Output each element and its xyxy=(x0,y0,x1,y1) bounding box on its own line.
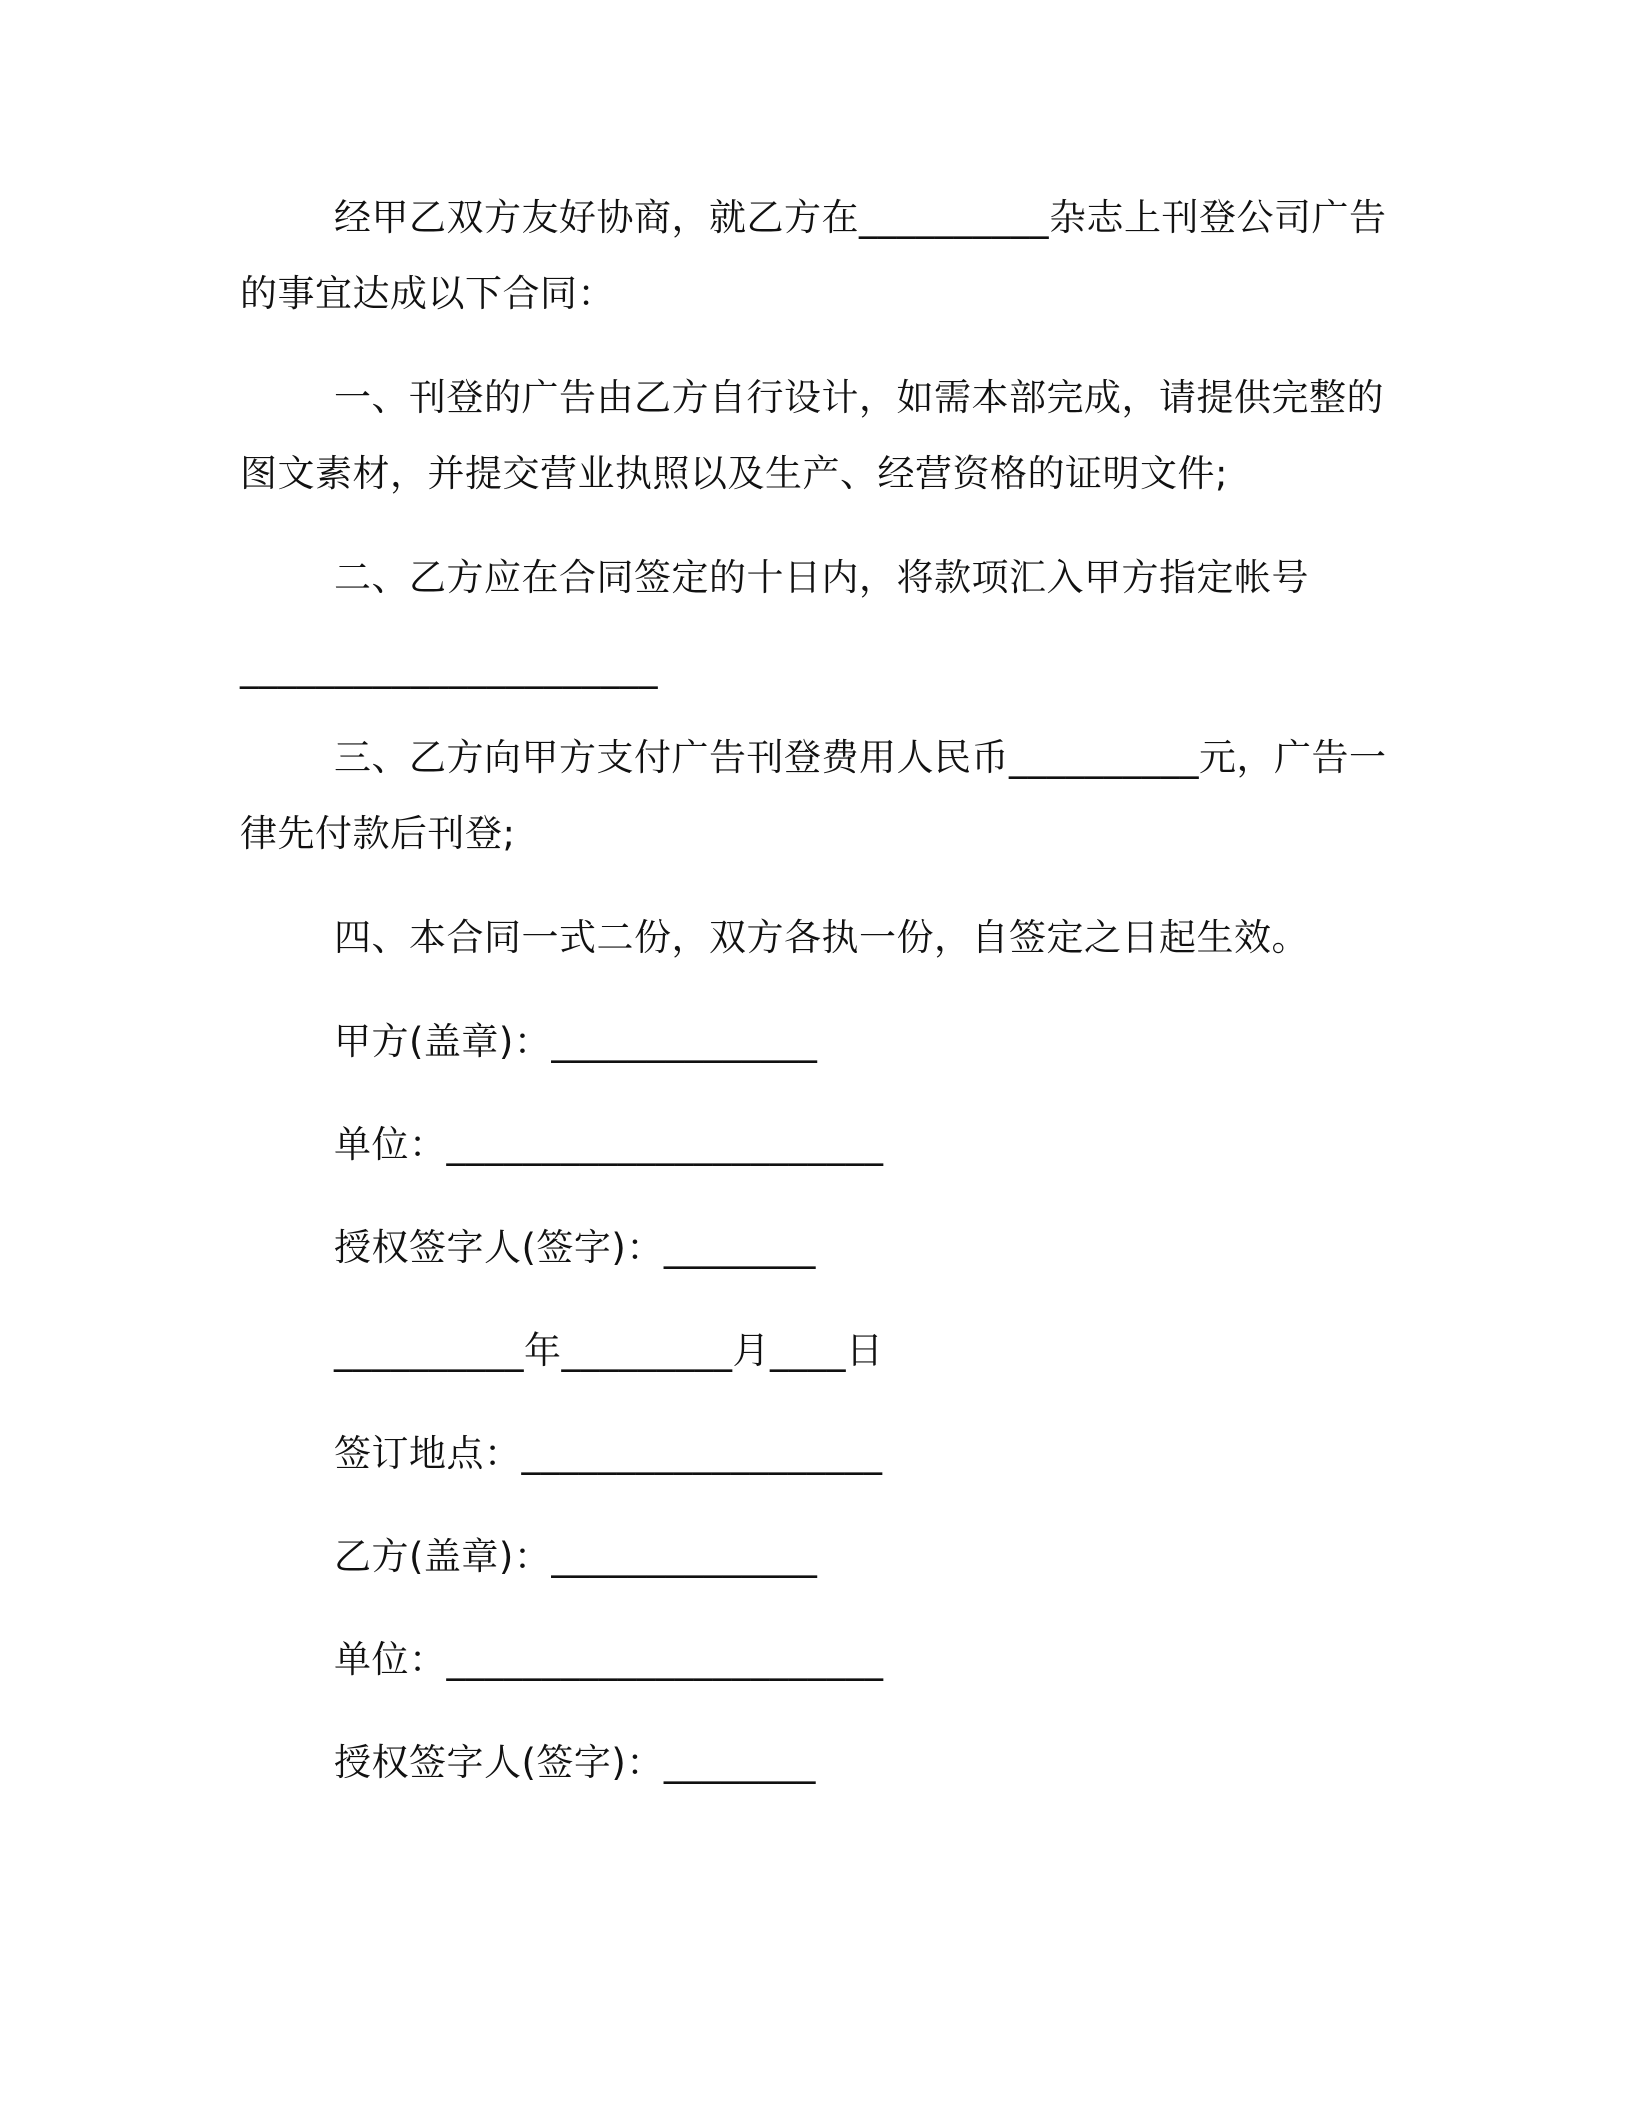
signing-place: 签订地点：___________________ xyxy=(334,1432,883,1475)
party-b-unit: 单位：_______________________ xyxy=(334,1638,884,1681)
party-b-signatory: 授权签字人(签字)：________ xyxy=(334,1741,816,1784)
intro-line-1: 经甲乙双方友好协商，就乙方在__________杂志上刊登公司广告 xyxy=(334,196,1387,239)
clause-2-line-1: 二、乙方应在合同签定的十日内，将款项汇入甲方指定帐号 xyxy=(334,556,1309,599)
party-a-signatory: 授权签字人(签字)：________ xyxy=(334,1226,816,1269)
party-a-unit: 单位：_______________________ xyxy=(334,1123,884,1166)
party-a-seal: 甲方(盖章)：______________ xyxy=(334,1020,818,1063)
clause-3-line-1: 三、乙方向甲方支付广告刊登费用人民币__________元，广告一 xyxy=(334,736,1387,779)
clause-4: 四、本合同一式二份，双方各执一份，自签定之日起生效。 xyxy=(334,916,1309,959)
signing-date: __________年_________月____日 xyxy=(334,1329,884,1372)
clause-2-account-blank: ______________________ xyxy=(240,646,658,689)
clause-1-line-2: 图文素材，并提交营业执照以及生产、经营资格的证明文件; xyxy=(240,452,1228,495)
clause-1-line-1: 一、刊登的广告由乙方自行设计，如需本部完成，请提供完整的 xyxy=(334,376,1384,419)
party-b-seal: 乙方(盖章)：______________ xyxy=(334,1535,818,1578)
intro-line-2: 的事宜达成以下合同： xyxy=(240,272,615,315)
clause-3-line-2: 律先付款后刊登; xyxy=(240,812,516,855)
